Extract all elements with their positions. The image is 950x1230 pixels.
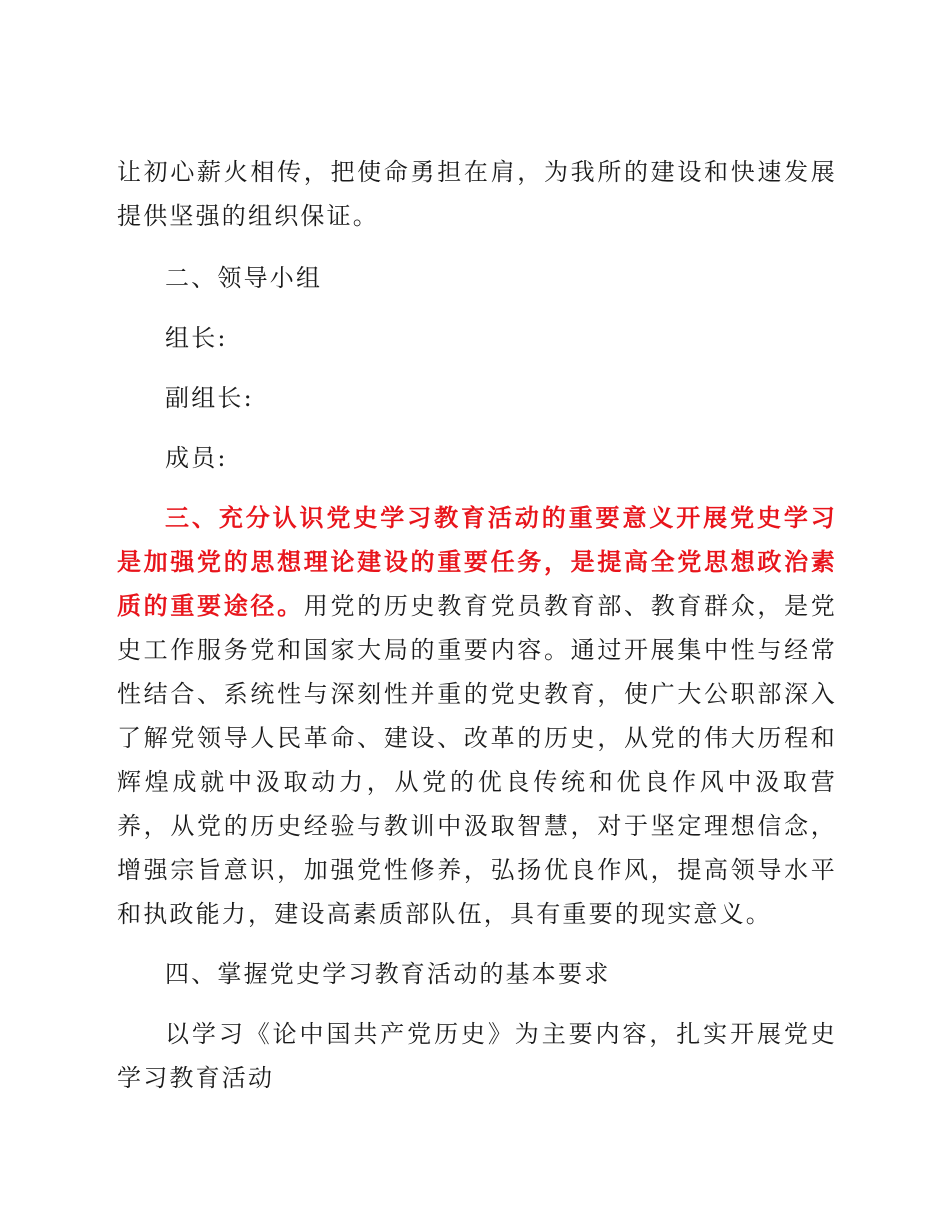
section-3-heading-highlight: 三、充分认识党史学习教育活动的重要意义开展党史学习是加强党的思想理论建设的重要任务，是提高全党思想政治素质的重要途径。 bbox=[117, 503, 837, 620]
section-3-paragraph bbox=[117, 496, 837, 936]
deputy-leader-label: 副组长: bbox=[165, 384, 254, 412]
members-label: 成员: bbox=[165, 444, 228, 472]
continuation-paragraph: 让初心薪火相传，把使命勇担在肩，为我所的建设和快速发展提供坚强的组织保证。 bbox=[117, 158, 837, 230]
closing-paragraph: 以学习《论中国共产党历史》为主要内容，扎实开展党史学习教育活动 bbox=[117, 1020, 837, 1092]
section-4-heading: 四、掌握党史学习教育活动的基本要求 bbox=[165, 960, 611, 988]
leader-label: 组长: bbox=[165, 324, 228, 352]
document-page bbox=[117, 150, 837, 1100]
section-3-body: 用党的历史教育党员教育部、教育群众，是党史工作服务党和国家大局的重要内容。通过开展集中性与经常性结合、系统性与深刻性并重的党史教育，使广大公职部深入了解党领导人民革命、建设、改革的历史，从党的伟大历程和辉煌成就中汲取动力，从党的优良传统和优良作风中汲取营养，从党的历史经验与教训中汲取智慧，对于坚定理想信念，增强宗旨意识，加强党性修养，弘扬优良作风，提高领导水平和执政能力，建设高素质部队伍，具有重要的现实意义。 bbox=[117, 592, 837, 928]
section-2-heading: 二、领导小组 bbox=[165, 264, 323, 292]
